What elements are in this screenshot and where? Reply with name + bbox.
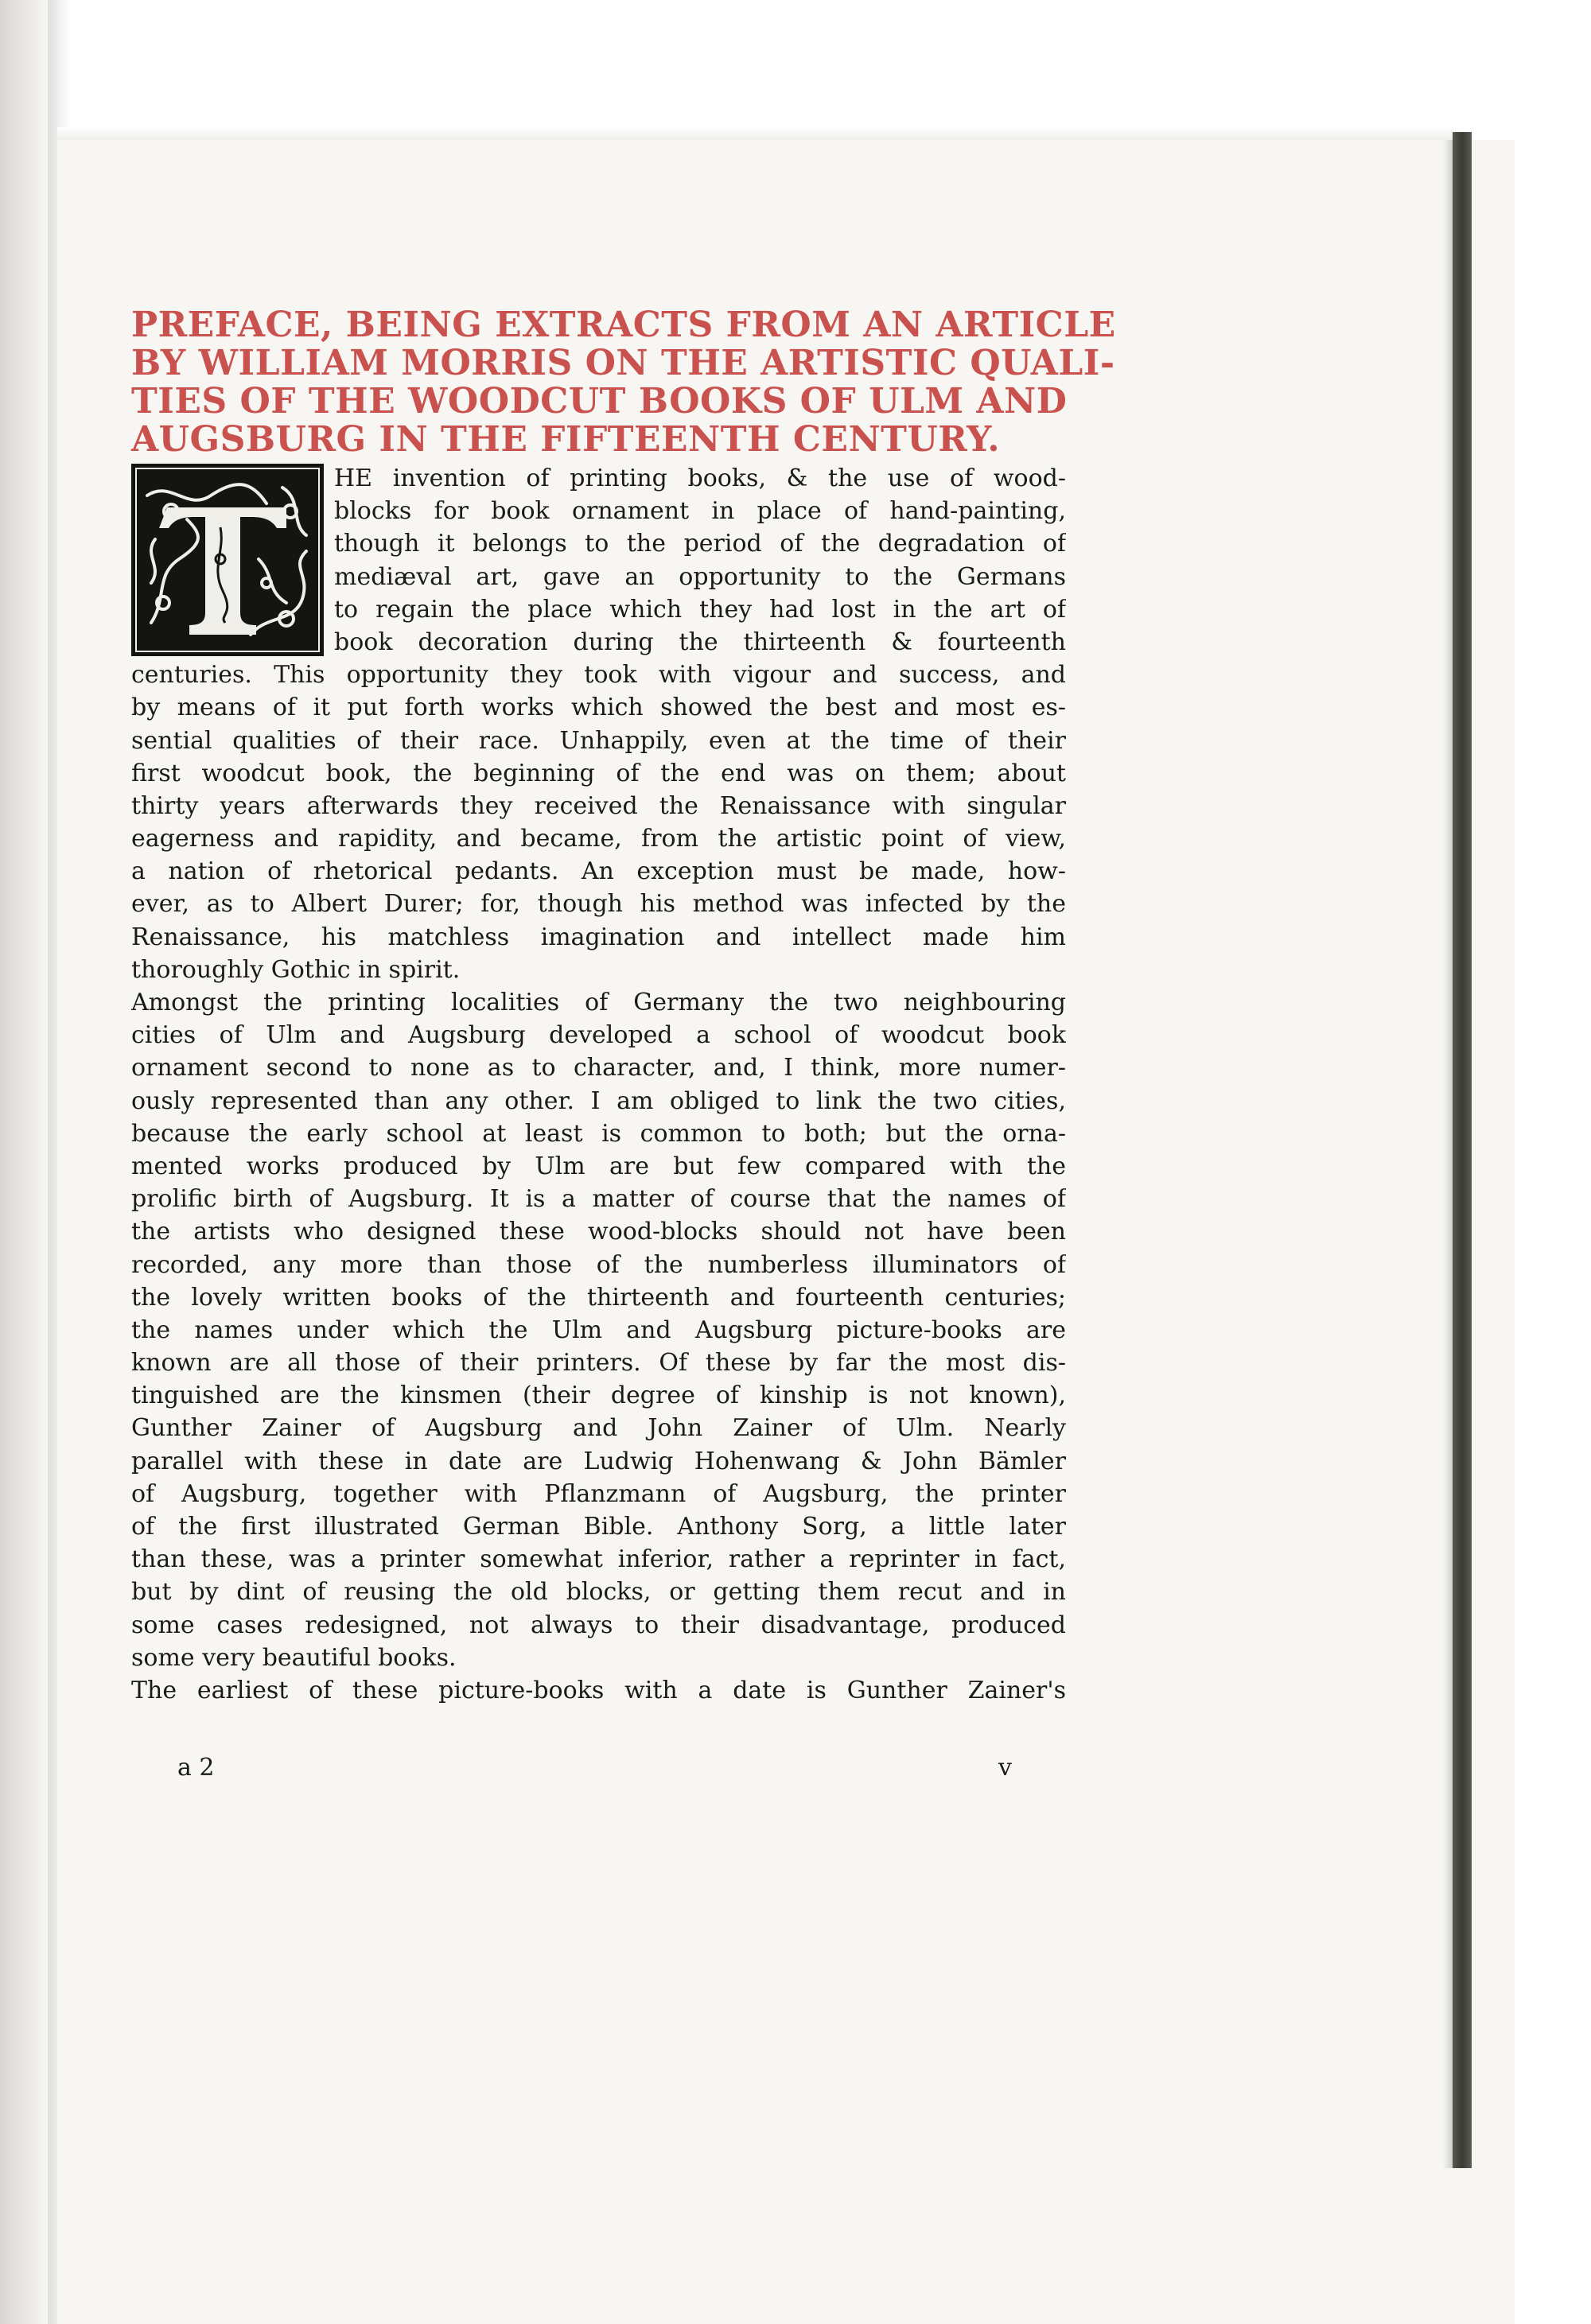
body-line: ously represented than any other. I am obliged to link the two cities, — [131, 1086, 1066, 1115]
body-line: Amongst the printing localities of Germany the two neighbouring — [131, 989, 1066, 1016]
body-line: known are all those of their printers. Of these by far the most dis- — [131, 1349, 1066, 1378]
body-line: because the early school at least is common to both; but the orna- — [131, 1119, 1066, 1148]
body-line: prolific birth of Augsburg. It is a matter of course that the names of — [131, 1185, 1066, 1214]
body-line: than these, was a printer somewhat inferior, rather a reprinter in fact, — [131, 1545, 1066, 1574]
body-line: a nation of rhetorical pedants. An exception must be made, how- — [131, 857, 1066, 886]
body-line: first woodcut book, the beginning of the end was on them; about — [131, 759, 1066, 787]
body-line: some cases redesigned, not always to their disadvantage, produced — [131, 1611, 1066, 1639]
body-line: recorded, any more than those of the numberless illuminators of — [131, 1250, 1066, 1279]
decorated-initial-icon — [131, 464, 324, 656]
body-line: Gunther Zainer of Augsburg and John Zainer of Ulm. Nearly — [131, 1414, 1066, 1443]
body-line: ornament second to none as to character, and, I think, more numer- — [131, 1054, 1066, 1082]
body-line: of the first illustrated German Bible. Anthony Sorg, a little later — [131, 1513, 1066, 1541]
body-line: sential qualities of their race. Unhappily, even at the time of their — [131, 726, 1066, 755]
heading-line: TIES OF THE WOODCUT BOOKS OF ULM AND — [131, 381, 1068, 422]
body-line: parallel with these in date are Ludwig Hohenwang & John Bämler — [131, 1447, 1066, 1475]
body-line: mented works produced by Ulm are but few compared with the — [131, 1152, 1066, 1180]
preface-heading — [131, 305, 1116, 460]
body-line: ever, as to Albert Durer; for, though his method was infected by the — [131, 890, 1066, 919]
body-line: cities of Ulm and Augsburg developed a school of woodcut book — [131, 1021, 1066, 1050]
body-line: by means of it put forth works which showed the best and most es- — [131, 694, 1066, 722]
decorated-initial-graphic — [131, 464, 324, 656]
page-number: v — [998, 1754, 1012, 1782]
body-line: to regain the place which they had lost in the art of — [334, 595, 1066, 624]
body-line: Renaissance, his matchless imagination and intellect made him — [131, 923, 1066, 951]
preface-text-block — [131, 305, 1116, 1707]
body-line: tinguished are the kinsmen (their degree of kinship is not known), — [131, 1382, 1066, 1410]
page-footer — [131, 1754, 1066, 1786]
body-line: some very beautiful books. — [131, 1643, 457, 1672]
body-line: eagerness and rapidity, and became, from the artistic point of view, — [131, 825, 1066, 853]
heading-line: BY WILLIAM MORRIS ON THE ARTISTIC QUALI- — [131, 343, 1115, 383]
body-line: though it belongs to the period of the degradation of — [334, 530, 1066, 558]
body-line: thirty years afterwards they received the Renaissance with singular — [131, 791, 1066, 820]
body-line: thoroughly Gothic in spirit. — [131, 955, 461, 984]
body-line: the lovely written books of the thirteenth and fourteenth centuries; — [131, 1283, 1066, 1312]
heading-line: PREFACE, BEING EXTRACTS FROM AN ARTICLE — [131, 305, 1116, 345]
body-line: book decoration during the thirteenth & fourteenth — [334, 628, 1066, 656]
body-line: but by dint of reusing the old blocks, or getting them recut and in — [131, 1578, 1066, 1607]
body-line: The earliest of these picture-books with a date is Gunther Zainer's — [131, 1676, 1066, 1704]
body-line: the artists who designed these wood-blocks should not have been — [131, 1218, 1066, 1246]
preface-body — [131, 462, 1066, 1707]
signature-mark: a 2 — [177, 1754, 215, 1782]
body-line: HE invention of printing books, & the use of wood- — [334, 464, 1066, 492]
body-line: the names under which the Ulm and Augsburg picture-books are — [131, 1316, 1066, 1344]
heading-line: AUGSBURG IN THE FIFTEENTH CENTURY. — [131, 419, 1001, 460]
body-line: centuries. This opportunity they took with vigour and success, and — [131, 661, 1066, 690]
book-cover-board — [1453, 132, 1472, 2168]
body-line: blocks for book ornament in place of hand-painting, — [334, 497, 1066, 526]
body-line: mediæval art, gave an opportunity to the Germans — [334, 562, 1066, 591]
body-line: of Augsburg, together with Pflanzmann of Augsburg, the printer — [131, 1479, 1066, 1508]
